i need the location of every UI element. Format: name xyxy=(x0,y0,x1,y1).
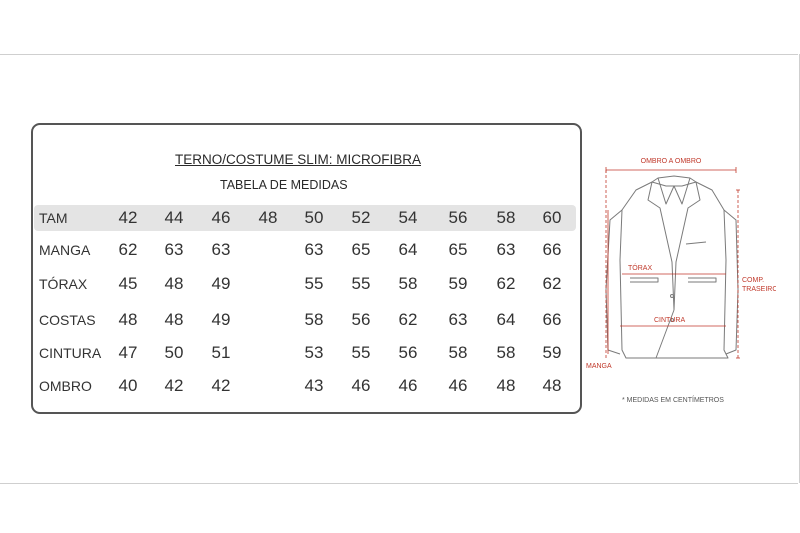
measure-cell: 47 xyxy=(118,343,138,362)
size-header-cell: 46 xyxy=(211,208,231,227)
measure-cell: 49 xyxy=(211,310,231,329)
measure-cell: 59 xyxy=(448,274,468,293)
measure-cell xyxy=(248,237,288,263)
measurement-note: * MEDIDAS EM CENTÍMETROS xyxy=(622,397,724,404)
measure-cell: 62 xyxy=(496,274,516,293)
measure-cell: 63 xyxy=(211,240,231,259)
measure-cell: 48 xyxy=(164,310,184,329)
row-label: MANGA xyxy=(39,242,91,258)
measure-cell: 65 xyxy=(448,240,468,259)
table-row xyxy=(34,271,576,297)
table-row xyxy=(34,373,576,399)
measure-cell: 48 xyxy=(164,274,184,293)
size-header-cell: 48 xyxy=(258,208,278,227)
measure-cell xyxy=(248,373,288,399)
table-subtitle: TABELA DE MEDIDAS xyxy=(220,178,348,192)
measure-cell: 50 xyxy=(164,343,184,362)
row-label: TÓRAX xyxy=(39,276,88,292)
size-header-cell: 42 xyxy=(118,208,138,227)
row-label: CINTURA xyxy=(39,345,102,361)
measure-cell: 46 xyxy=(351,376,371,395)
measure-cell: 51 xyxy=(211,343,231,362)
measure-cell: 49 xyxy=(211,274,231,293)
measure-cell: 63 xyxy=(164,240,184,259)
size-header-cell: 50 xyxy=(304,208,324,227)
measure-cell: 64 xyxy=(398,240,418,259)
measure-cell: 58 xyxy=(496,343,516,362)
cintura-label: CINTURA xyxy=(654,317,686,324)
measure-cell: 56 xyxy=(398,343,418,362)
traseiro-label: TRASEIRO xyxy=(742,286,776,293)
row-label: COSTAS xyxy=(39,312,96,328)
measure-cell: 48 xyxy=(118,310,138,329)
measure-cell: 66 xyxy=(542,240,562,259)
measure-cell: 40 xyxy=(118,376,138,395)
measure-cell: 46 xyxy=(448,376,468,395)
measure-cell: 63 xyxy=(496,240,516,259)
measure-cell: 66 xyxy=(542,310,562,329)
measure-cell: 48 xyxy=(542,376,562,395)
torax-label: TÓRAX xyxy=(628,265,653,272)
measure-cell: 46 xyxy=(398,376,418,395)
measure-cell: 59 xyxy=(542,343,562,362)
measure-cell: 55 xyxy=(304,274,324,293)
size-header-cell: 56 xyxy=(448,208,468,227)
table-header-row xyxy=(34,205,576,231)
measure-cell: 45 xyxy=(118,274,138,293)
table-row xyxy=(34,307,576,333)
measure-cell xyxy=(248,340,288,366)
measure-cell: 58 xyxy=(448,343,468,362)
jacket-diagram xyxy=(586,150,776,395)
size-header-cell: 58 xyxy=(496,208,516,227)
row-label: TAM xyxy=(39,210,68,226)
measure-cell: 62 xyxy=(542,274,562,293)
ombro-label: OMBRO A OMBRO xyxy=(640,158,702,165)
measure-cell: 42 xyxy=(164,376,184,395)
manga-label: MANGA xyxy=(586,363,612,370)
measure-cell: 42 xyxy=(211,376,231,395)
measure-cell: 48 xyxy=(496,376,516,395)
measure-cell: 65 xyxy=(351,240,371,259)
measure-cell xyxy=(248,271,288,297)
table-row xyxy=(34,340,576,366)
measure-cell: 62 xyxy=(118,240,138,259)
measure-cell: 53 xyxy=(304,343,324,362)
measure-cell: 63 xyxy=(304,240,324,259)
measure-cell: 43 xyxy=(304,376,324,395)
measure-cell: 58 xyxy=(398,274,418,293)
measure-cell: 58 xyxy=(304,310,324,329)
row-label: OMBRO xyxy=(39,378,92,394)
measure-cell: 64 xyxy=(496,310,516,329)
measure-cell: 62 xyxy=(398,310,418,329)
measure-cell: 55 xyxy=(351,274,371,293)
measure-cell: 63 xyxy=(448,310,468,329)
jacket-illustration xyxy=(586,150,776,390)
table-title: TERNO/COSTUME SLIM: MICROFIBRA xyxy=(175,152,422,167)
measure-cell: 56 xyxy=(351,310,371,329)
comp-label: COMP. xyxy=(742,277,765,284)
measure-cell xyxy=(248,307,288,333)
size-header-cell: 54 xyxy=(398,208,418,227)
table-row xyxy=(34,237,576,263)
measure-cell: 55 xyxy=(351,343,371,362)
size-header-cell: 52 xyxy=(351,208,371,227)
size-header-cell: 60 xyxy=(542,208,562,227)
size-header-cell: 44 xyxy=(164,208,184,227)
